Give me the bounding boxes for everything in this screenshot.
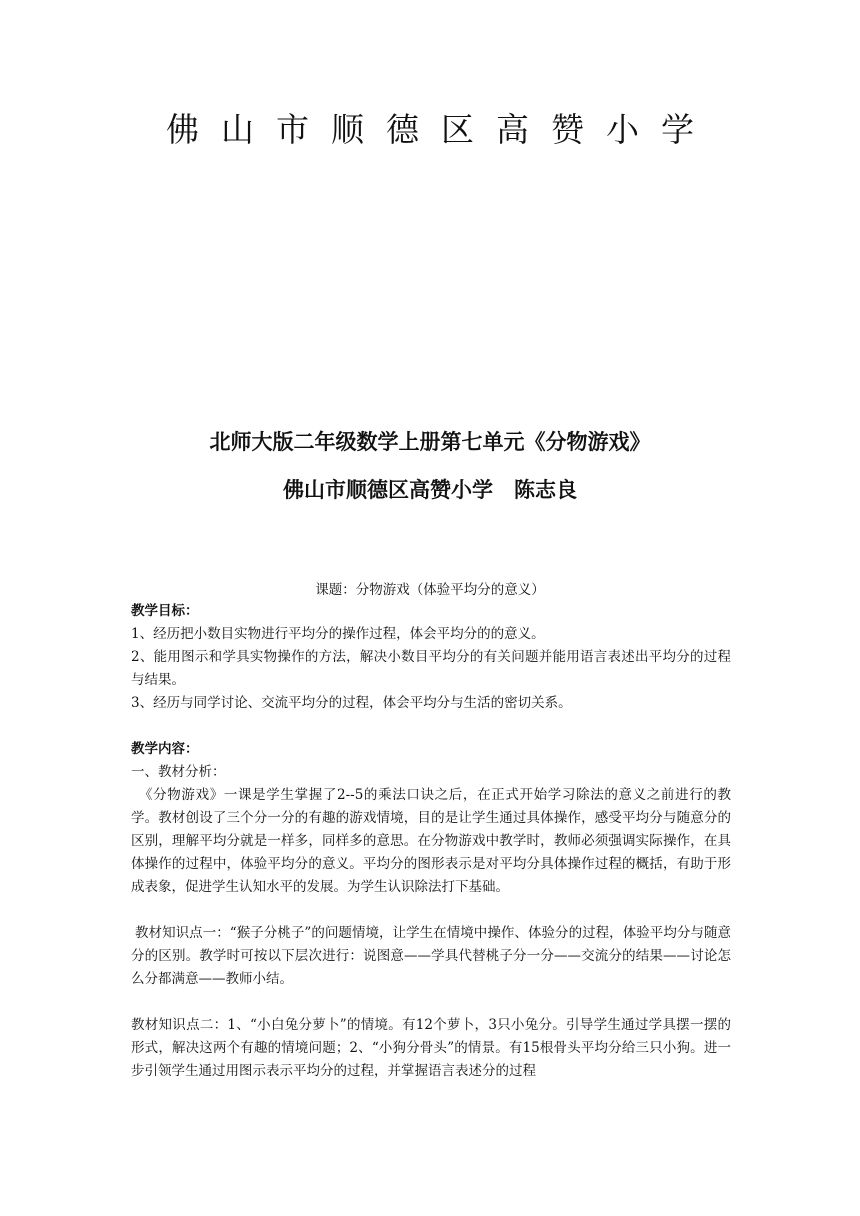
author-line: 佛山市顺德区高赞小学 陈志良 [283, 478, 577, 502]
spacer [131, 899, 731, 922]
knowledge-point-2: 教材知识点二：1、“小白兔分萝卜”的情境。有12个萝卜，3只小兔分。引导学生通过学具摆一摆的形式，解决这两个有趣的情境问题；2、“小狗分骨头”的情景。有15根骨头平均分给三只小狗。进一步引领学生通过用图示表示平均分的过程，并掌握语言表述分的过程 [131, 1017, 731, 1079]
school-title: 佛山市顺德区高赞小学 [166, 110, 716, 149]
objective-item: 2、能用图示和学具实物操作的方法，解决小数目平均分的有关问题并能用语言表述出平均分的过程与结果。 [131, 649, 731, 688]
lesson-title: 北师大版二年级数学上册第七单元《分物游戏》 [209, 430, 651, 454]
spacer [131, 715, 731, 738]
spacer [131, 991, 731, 1014]
knowledge-point-1: 教材知识点一：“猴子分桃子”的问题情境，让学生在情境中操作、体验分的过程，体验平均分与随意分的区别。教学时可按以下层次进行：说图意——学具代替桃子分一分——交流分的结果——讨论怎么分都满意——教师小结。 [131, 925, 731, 987]
analysis-paragraph: 《分物游戏》一课是学生掌握了2--5的乘法口诀之后，在正式开始学习除法的意义之前进行的教学。教材创设了三个分一分的有趣的游戏情境，目的是让学生通过具体操作，感受平均分与随意分的区别，理解平均分就是一样多，同样多的意思。在分物游戏中教学时，教师必须强调实际操作，在具体操作的过程中，体验平均分的意义。平均分的图形表示是对平均分具体操作过程的概括，有助于形成表象，促进学生认知水平的发展。为学生认识除法打下基础。 [131, 787, 731, 895]
analysis-subheading: 一、教材分析： [131, 764, 226, 780]
document-body [131, 600, 731, 1083]
objective-item: 3、经历与同学讨论、交流平均分的过程，体会平均分与生活的密切关系。 [131, 695, 572, 711]
content-heading: 教学内容： [131, 741, 199, 757]
lesson-topic: 课题：分物游戏（体验平均分的意义） [315, 582, 545, 598]
objective-item: 1、经历把小数目实物进行平均分的操作过程，体会平均分的的意义。 [131, 626, 545, 642]
objectives-heading: 教学目标： [131, 603, 199, 619]
